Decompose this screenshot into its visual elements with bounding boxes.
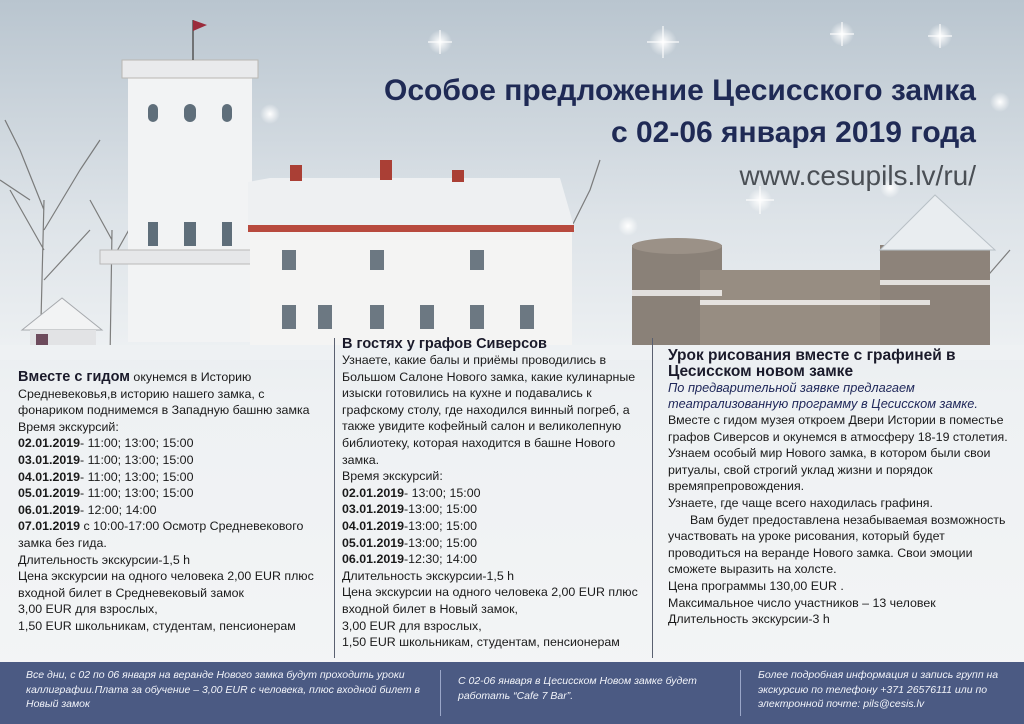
tour-price: Цена экскурсии на одного человека 2,00 EUR плюс входной билет в Новый замок, <box>342 585 638 616</box>
schedule-row <box>18 485 328 502</box>
schedule-times: - 11:00; 13:00; 15:00 <box>80 469 194 484</box>
guided-tour-heading: Вместе с гидом <box>18 369 130 385</box>
offer-dates: с 02-06 января 2019 года <box>610 116 976 149</box>
footer-bar <box>0 662 1024 724</box>
schedule-date: 03.01.2019 <box>18 452 81 467</box>
schedule-date: 02.01.2019 <box>18 436 81 451</box>
painting-lesson-intro: По предварительной заявке предлагаем театрализованную программу в Цесисском замке. <box>668 380 978 411</box>
column-divider <box>334 338 335 658</box>
schedule-date: 06.01.2019 <box>342 552 405 567</box>
painting-lesson-text: Вместе с гидом музея откроем Двери Истории в поместье графов Сиверсов и окунемся в атмосферу 18-19 столетия. Узнаем особый мир Нового замка, в котором были свои ритуалы, свой строгий уклад жизни и порядок времяпрепровождения. <box>668 413 1008 494</box>
schedule-date: 03.01.2019 <box>342 502 405 517</box>
painting-lesson-text: Узнаете, где чаще всего находилась графиня. <box>668 495 933 510</box>
sievers-visit-description: Узнаете, какие балы и приёмы проводились в Большом Салоне Нового замка, какие кулинарные изыски готовились на кухне и подавались к графскому столу, где находился винный погреб, а также увидите кофейный салон и великолепную библиотеку, которая находится в башне Нового замка. <box>342 353 636 467</box>
schedule-row <box>18 469 328 486</box>
sievers-visit-heading: В гостях у графов Сиверсов <box>342 336 547 352</box>
schedule-times: - 11:00; 13:00; 15:00 <box>80 436 194 451</box>
website-link[interactable]: www.cesupils.lv/ru/ <box>739 160 976 191</box>
footer-divider <box>740 670 741 716</box>
schedule-date: 06.01.2019 <box>18 502 81 517</box>
schedule-date: 02.01.2019 <box>342 485 405 500</box>
calligraphy-note: Все дни, с 02 по 06 января на веранде Нового замка будут проходить уроки каллиграфии.Плата за обучение – 3,00 EUR с человека, плюс входной билет в Новый замок <box>26 669 420 710</box>
adult-price: 3,00 EUR для взрослых, <box>18 602 158 617</box>
schedule-row <box>342 535 642 552</box>
schedule-times: -12:30; 14:00 <box>404 552 478 567</box>
tour-duration: Длительность экскурсии-1,5 h <box>342 568 515 583</box>
tour-duration: Длительность экскурсии-1,5 h <box>18 552 191 567</box>
schedule-times: с 10:00-17:00 Осмотр Средневекового замка без гида. <box>18 519 304 550</box>
schedule-label: Время экскурсий: <box>18 419 119 434</box>
guided-tour-intro <box>18 369 328 419</box>
schedule-times: - 13:00; 15:00 <box>404 485 481 500</box>
adult-price: 3,00 EUR для взрослых, <box>342 618 482 633</box>
reduced-price: 1,50 EUR школьникам, студентам, пенсионерам <box>342 635 620 650</box>
cafe-note: С 02-06 января в Цесисском Новом замке будет работать “Cafe 7 Bar”. <box>458 675 697 702</box>
schedule-date: 05.01.2019 <box>18 486 81 501</box>
painting-lesson-section <box>668 348 1008 628</box>
column-divider <box>652 338 653 658</box>
schedule-label: Время экскурсий: <box>342 469 443 484</box>
reduced-price: 1,50 EUR школьникам, студентам, пенсионерам <box>18 618 296 633</box>
schedule-row <box>342 485 642 502</box>
footer-divider <box>440 670 441 716</box>
sievers-visit-section <box>342 336 642 651</box>
painting-lesson-text: Вам будет предоставлена незабываемая возможность участвовать на уроке рисования, который будет проводиться на веранде Нового замка. Свои эмоции сможете выразить на холсте. <box>668 512 1006 577</box>
schedule-times: - 11:00; 13:00; 15:00 <box>80 486 194 501</box>
guided-tour-section <box>18 369 328 635</box>
schedule-date: 04.01.2019 <box>18 469 81 484</box>
guided-tour-description: окунемся в Историю Средневековья,в историю нашего замка, с фонариком поднимемся в Западную башню замка <box>18 370 310 418</box>
schedule-row <box>342 518 642 535</box>
schedule-date: 07.01.2019 <box>18 519 81 534</box>
schedule-times: -13:00; 15:00 <box>404 535 478 550</box>
contact-info: Более подробная информация и запись групп на экскурсию по телефону +371 26576111 или по электронной почте: pils@cesis.lv <box>758 669 999 710</box>
schedule-date: 04.01.2019 <box>342 518 405 533</box>
offer-title: Особое предложение Цесисского замка <box>384 74 976 107</box>
schedule-times: - 12:00; 14:00 <box>80 502 157 517</box>
schedule-row <box>18 518 328 551</box>
schedule-times: -13:00; 15:00 <box>404 502 478 517</box>
max-participants: Максимальное число участников – 13 человек <box>668 595 936 610</box>
tour-duration: Длительность экскурсии-3 h <box>668 612 830 627</box>
schedule-times: -13:00; 15:00 <box>404 518 478 533</box>
painting-lesson-heading: Урок рисования вместе с графиней в Цесисском новом замке <box>668 347 956 380</box>
schedule-date: 05.01.2019 <box>342 535 405 550</box>
schedule-row <box>342 551 642 568</box>
schedule-row <box>18 452 328 469</box>
program-price: Цена программы 130,00 EUR . <box>668 578 844 593</box>
tour-price: Цена экскурсии на одного человека 2,00 EUR плюс входной билет в Средневековый замок <box>18 569 314 600</box>
schedule-row <box>18 502 328 519</box>
schedule-row <box>18 435 328 452</box>
schedule-times: - 11:00; 13:00; 15:00 <box>80 452 194 467</box>
header <box>384 70 976 196</box>
schedule-row <box>342 501 642 518</box>
